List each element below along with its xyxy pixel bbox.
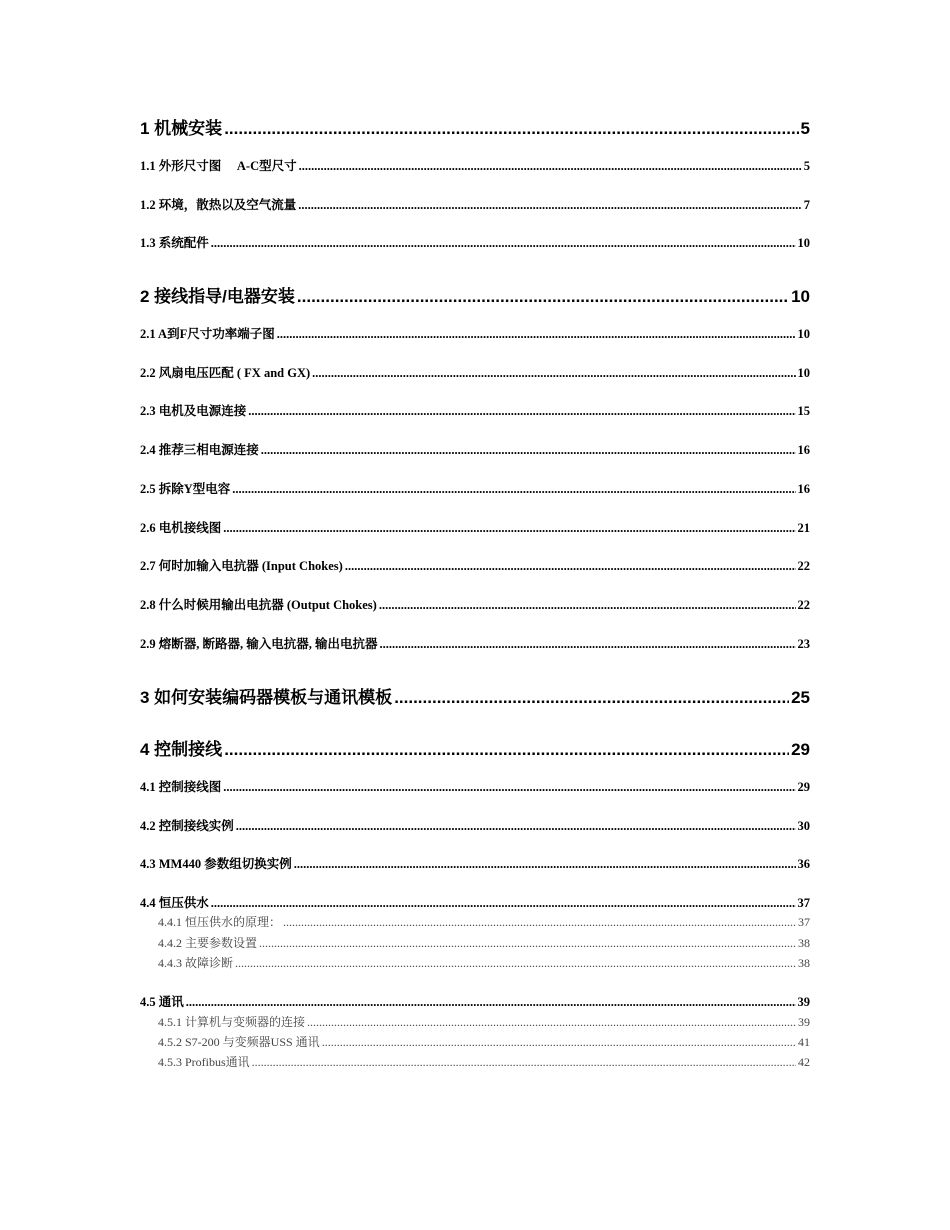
toc-entry-page: 15	[797, 404, 810, 418]
toc-dot-leader	[248, 404, 795, 419]
toc-entry-page: 21	[797, 521, 810, 535]
toc-entry[interactable]	[158, 954, 810, 971]
toc-entry-label: 2.8 什么时候用输出电抗器 (Output Chokes)	[140, 598, 377, 612]
toc-entry[interactable]	[158, 1013, 810, 1030]
toc-entry-page: 38	[798, 936, 810, 950]
toc-entry-page: 29	[797, 780, 810, 794]
toc-entry-page: 7	[803, 198, 810, 212]
toc-entry-page: 22	[797, 598, 810, 612]
toc-entry-label: 4.5.2 S7-200 与变频器USS 通讯	[158, 1035, 320, 1049]
toc-entry-label: 4.5.1 计算机与变频器的连接	[158, 1015, 306, 1029]
toc-entry-label: 2 接线指导/电器安装	[140, 287, 295, 306]
toc-dot-leader	[380, 637, 796, 652]
toc-entry-label: 3 如何安装编码器模板与通讯模板	[140, 688, 393, 707]
toc-entry-page: 10	[791, 287, 810, 306]
toc-entry[interactable]	[140, 195, 810, 213]
toc-dot-leader	[261, 443, 796, 458]
toc-dot-leader	[224, 740, 789, 760]
toc-entry-label: 4 控制接线	[140, 740, 223, 759]
toc-entry-page: 42	[798, 1055, 810, 1069]
toc-entry-page: 41	[798, 1035, 810, 1049]
toc-dot-leader	[211, 236, 796, 251]
toc-dot-leader	[322, 1035, 796, 1050]
toc-entry-label: 4.4 恒压供水	[140, 896, 209, 910]
toc-entry[interactable]	[140, 683, 810, 708]
toc-entry-label: 4.5.3 Profibus通讯	[158, 1055, 250, 1069]
toc-entry[interactable]	[140, 777, 810, 795]
toc-entry-page: 39	[798, 1015, 810, 1029]
toc-entry[interactable]	[158, 934, 810, 951]
toc-entry[interactable]	[140, 518, 810, 536]
toc-dot-leader	[297, 287, 789, 307]
toc-entry-page: 22	[797, 559, 810, 573]
toc-entry-label: 4.1 控制接线图	[140, 780, 222, 794]
toc-entry-label: 4.5 通讯	[140, 995, 184, 1009]
toc-entry-label: 4.2 控制接线实例	[140, 819, 234, 833]
toc-dot-leader	[236, 819, 796, 834]
toc-dot-leader	[186, 995, 796, 1010]
toc-entry-page: 16	[797, 443, 810, 457]
toc-entry[interactable]	[140, 556, 810, 574]
toc-dot-leader	[312, 366, 795, 381]
toc-dot-leader	[294, 857, 796, 872]
toc-entry-page: 39	[797, 995, 810, 1009]
toc-entry-page: 38	[798, 956, 810, 970]
toc-entry-label: 2.3 电机及电源连接	[140, 404, 247, 418]
toc-entry-page: 10	[797, 366, 810, 380]
toc-entry-label: 2.4 推荐三相电源连接	[140, 443, 259, 457]
toc-entry[interactable]	[140, 816, 810, 834]
toc-entry[interactable]	[140, 282, 810, 307]
toc-entry-label: 4.4.1 恒压供水的原理：	[158, 915, 282, 929]
toc-entry-page: 25	[791, 688, 810, 707]
toc-dot-leader	[235, 956, 796, 971]
toc-entry-page: 29	[791, 740, 810, 759]
toc-entry[interactable]	[158, 1033, 810, 1050]
toc-entry-page: 37	[798, 915, 810, 929]
toc-dot-leader	[223, 780, 795, 795]
toc-dot-leader	[394, 688, 789, 708]
toc-dot-leader	[252, 1055, 796, 1070]
toc-entry[interactable]	[140, 401, 810, 419]
toc-dot-leader	[298, 198, 801, 213]
toc-entry-label: 1 机械安装	[140, 119, 223, 138]
toc-entry[interactable]	[140, 595, 810, 613]
toc-dot-leader	[283, 915, 796, 930]
toc-dot-leader	[307, 1015, 796, 1030]
toc-entry[interactable]	[140, 735, 810, 760]
toc-entry[interactable]	[140, 992, 810, 1010]
toc-entry-label: 4.4.2 主要参数设置	[158, 936, 258, 950]
toc-entry[interactable]	[140, 233, 810, 251]
toc-entry-page: 5	[803, 159, 810, 173]
toc-dot-leader	[379, 598, 796, 613]
toc-dot-leader	[211, 896, 796, 911]
toc-entry[interactable]	[140, 156, 810, 174]
toc-entry-page: 23	[797, 637, 810, 651]
toc-entry-page: 37	[797, 896, 810, 910]
toc-entry[interactable]	[140, 363, 810, 381]
toc-entry-page: 5	[800, 119, 810, 138]
toc-dot-leader	[277, 327, 796, 342]
toc-dot-leader	[259, 936, 796, 951]
toc-entry-page: 16	[797, 482, 810, 496]
toc-entry[interactable]	[140, 479, 810, 497]
toc-entry-label: 4.4.3 故障诊断	[158, 956, 234, 970]
toc-entry-page: 10	[797, 327, 810, 341]
toc-entry-label: 2.2 风扇电压匹配 ( FX and GX)	[140, 366, 311, 380]
toc-dot-leader	[345, 559, 796, 574]
toc-entry-label: 4.3 MM440 参数组切换实例	[140, 857, 292, 871]
toc-entry-label: 1.3 系统配件	[140, 236, 209, 250]
toc-entry-label: 1.1 外形尺寸图 A-C型尺寸	[140, 159, 297, 173]
toc-entry[interactable]	[140, 893, 810, 911]
toc-entry-label: 2.7 何时加输入电抗器 (Input Chokes)	[140, 559, 343, 573]
toc-entry-label: 2.6 电机接线图	[140, 521, 222, 535]
toc-entry[interactable]	[158, 913, 810, 930]
toc-entry-label: 2.5 拆除Y型电容	[140, 482, 231, 496]
toc-entry[interactable]	[140, 854, 810, 872]
toc-entry-label: 2.1 A到F尺寸功率端子图	[140, 327, 275, 341]
toc-entry[interactable]	[140, 634, 810, 652]
toc-entry[interactable]	[158, 1053, 810, 1070]
toc-dot-leader	[232, 482, 795, 497]
toc-entry[interactable]	[140, 324, 810, 342]
toc-entry-label: 2.9 熔断器, 断路器, 输入电抗器, 输出电抗器	[140, 637, 378, 651]
toc-dot-leader	[223, 521, 795, 536]
toc-dot-leader	[224, 119, 798, 139]
toc-entry[interactable]	[140, 114, 810, 139]
toc-entry-page: 36	[797, 857, 810, 871]
toc-entry-page: 10	[797, 236, 810, 250]
toc-entry-page: 30	[797, 819, 810, 833]
toc-entry[interactable]	[140, 440, 810, 458]
toc-entry-label: 1.2 环境，散热以及空气流量	[140, 198, 297, 212]
toc-dot-leader	[299, 159, 802, 174]
